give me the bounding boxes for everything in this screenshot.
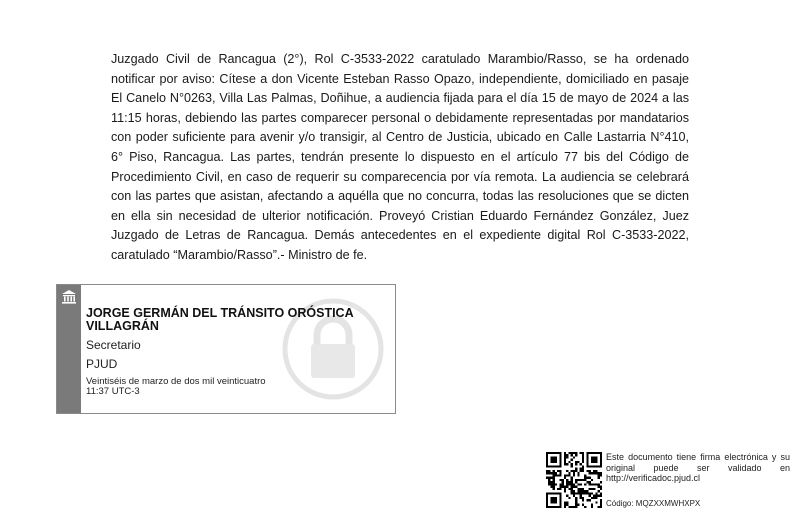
signature-date-line: Veintiséis de marzo de dos mil veinticuatro — [86, 376, 266, 387]
notice-body: Juzgado Civil de Rancagua (2°), Rol C-3533-2022 caratulado Marambio/Rasso, se ha ordenado notificar por aviso: Cítese a don Vicente Esteban Rasso Opazo, independiente, domiciliado en pasaje El Canelo N°0263, Villa Las Palmas, Doñihue, a audiencia fijada para el día 15 de mayo de 2024 a las 11:15 horas, debiendo las partes comparecer personal o debidamente representadas por mandatarios con poder suficiente para avenir y/o transigir, al Centro de Justicia, ubicado en Calle Lastarria N°410, 6° Piso, Rancagua. Las partes, tendrán presente lo dispuesto en el artículo 77 bis del Código de Procedimiento Civil, en caso de requerir su comparecencia por vía remota. La audiencia se celebrará con las partes que asistan, afectando a aquélla que no concurra, todas las resoluciones que se dicten en ella sin necesidad de ulterior notificación. Proveyó Cristian Eduardo Fernández González, Juez Juzgado de Letras de Rancagua. Demás antecedentes en el expediente digital Rol C-3533-2022, caratulado “Marambio/Rasso”.- Ministro de fe. — [111, 52, 689, 262]
qr-code-icon — [546, 452, 602, 508]
signature-box — [56, 284, 396, 414]
signer-organization: PJUD — [86, 357, 118, 371]
verification-text: Este documento tiene firma electrónica y su original puede ser validado en http://verificadoc.pjud.cl — [606, 452, 790, 483]
signature-time-line: 11:37 UTC-3 — [86, 386, 140, 397]
signature-sidebar — [57, 285, 81, 413]
signature-date — [86, 377, 386, 397]
signature-details — [86, 307, 386, 397]
verification-block — [546, 452, 792, 508]
signer-role: Secretario — [86, 338, 141, 352]
signer-name: JORGE GERMÁN DEL TRÁNSITO ORÓSTICA VILLAGRÁN — [86, 306, 354, 333]
verification-code: Código: MQZXXMWHXPX — [606, 499, 701, 508]
courthouse-icon — [61, 289, 77, 305]
